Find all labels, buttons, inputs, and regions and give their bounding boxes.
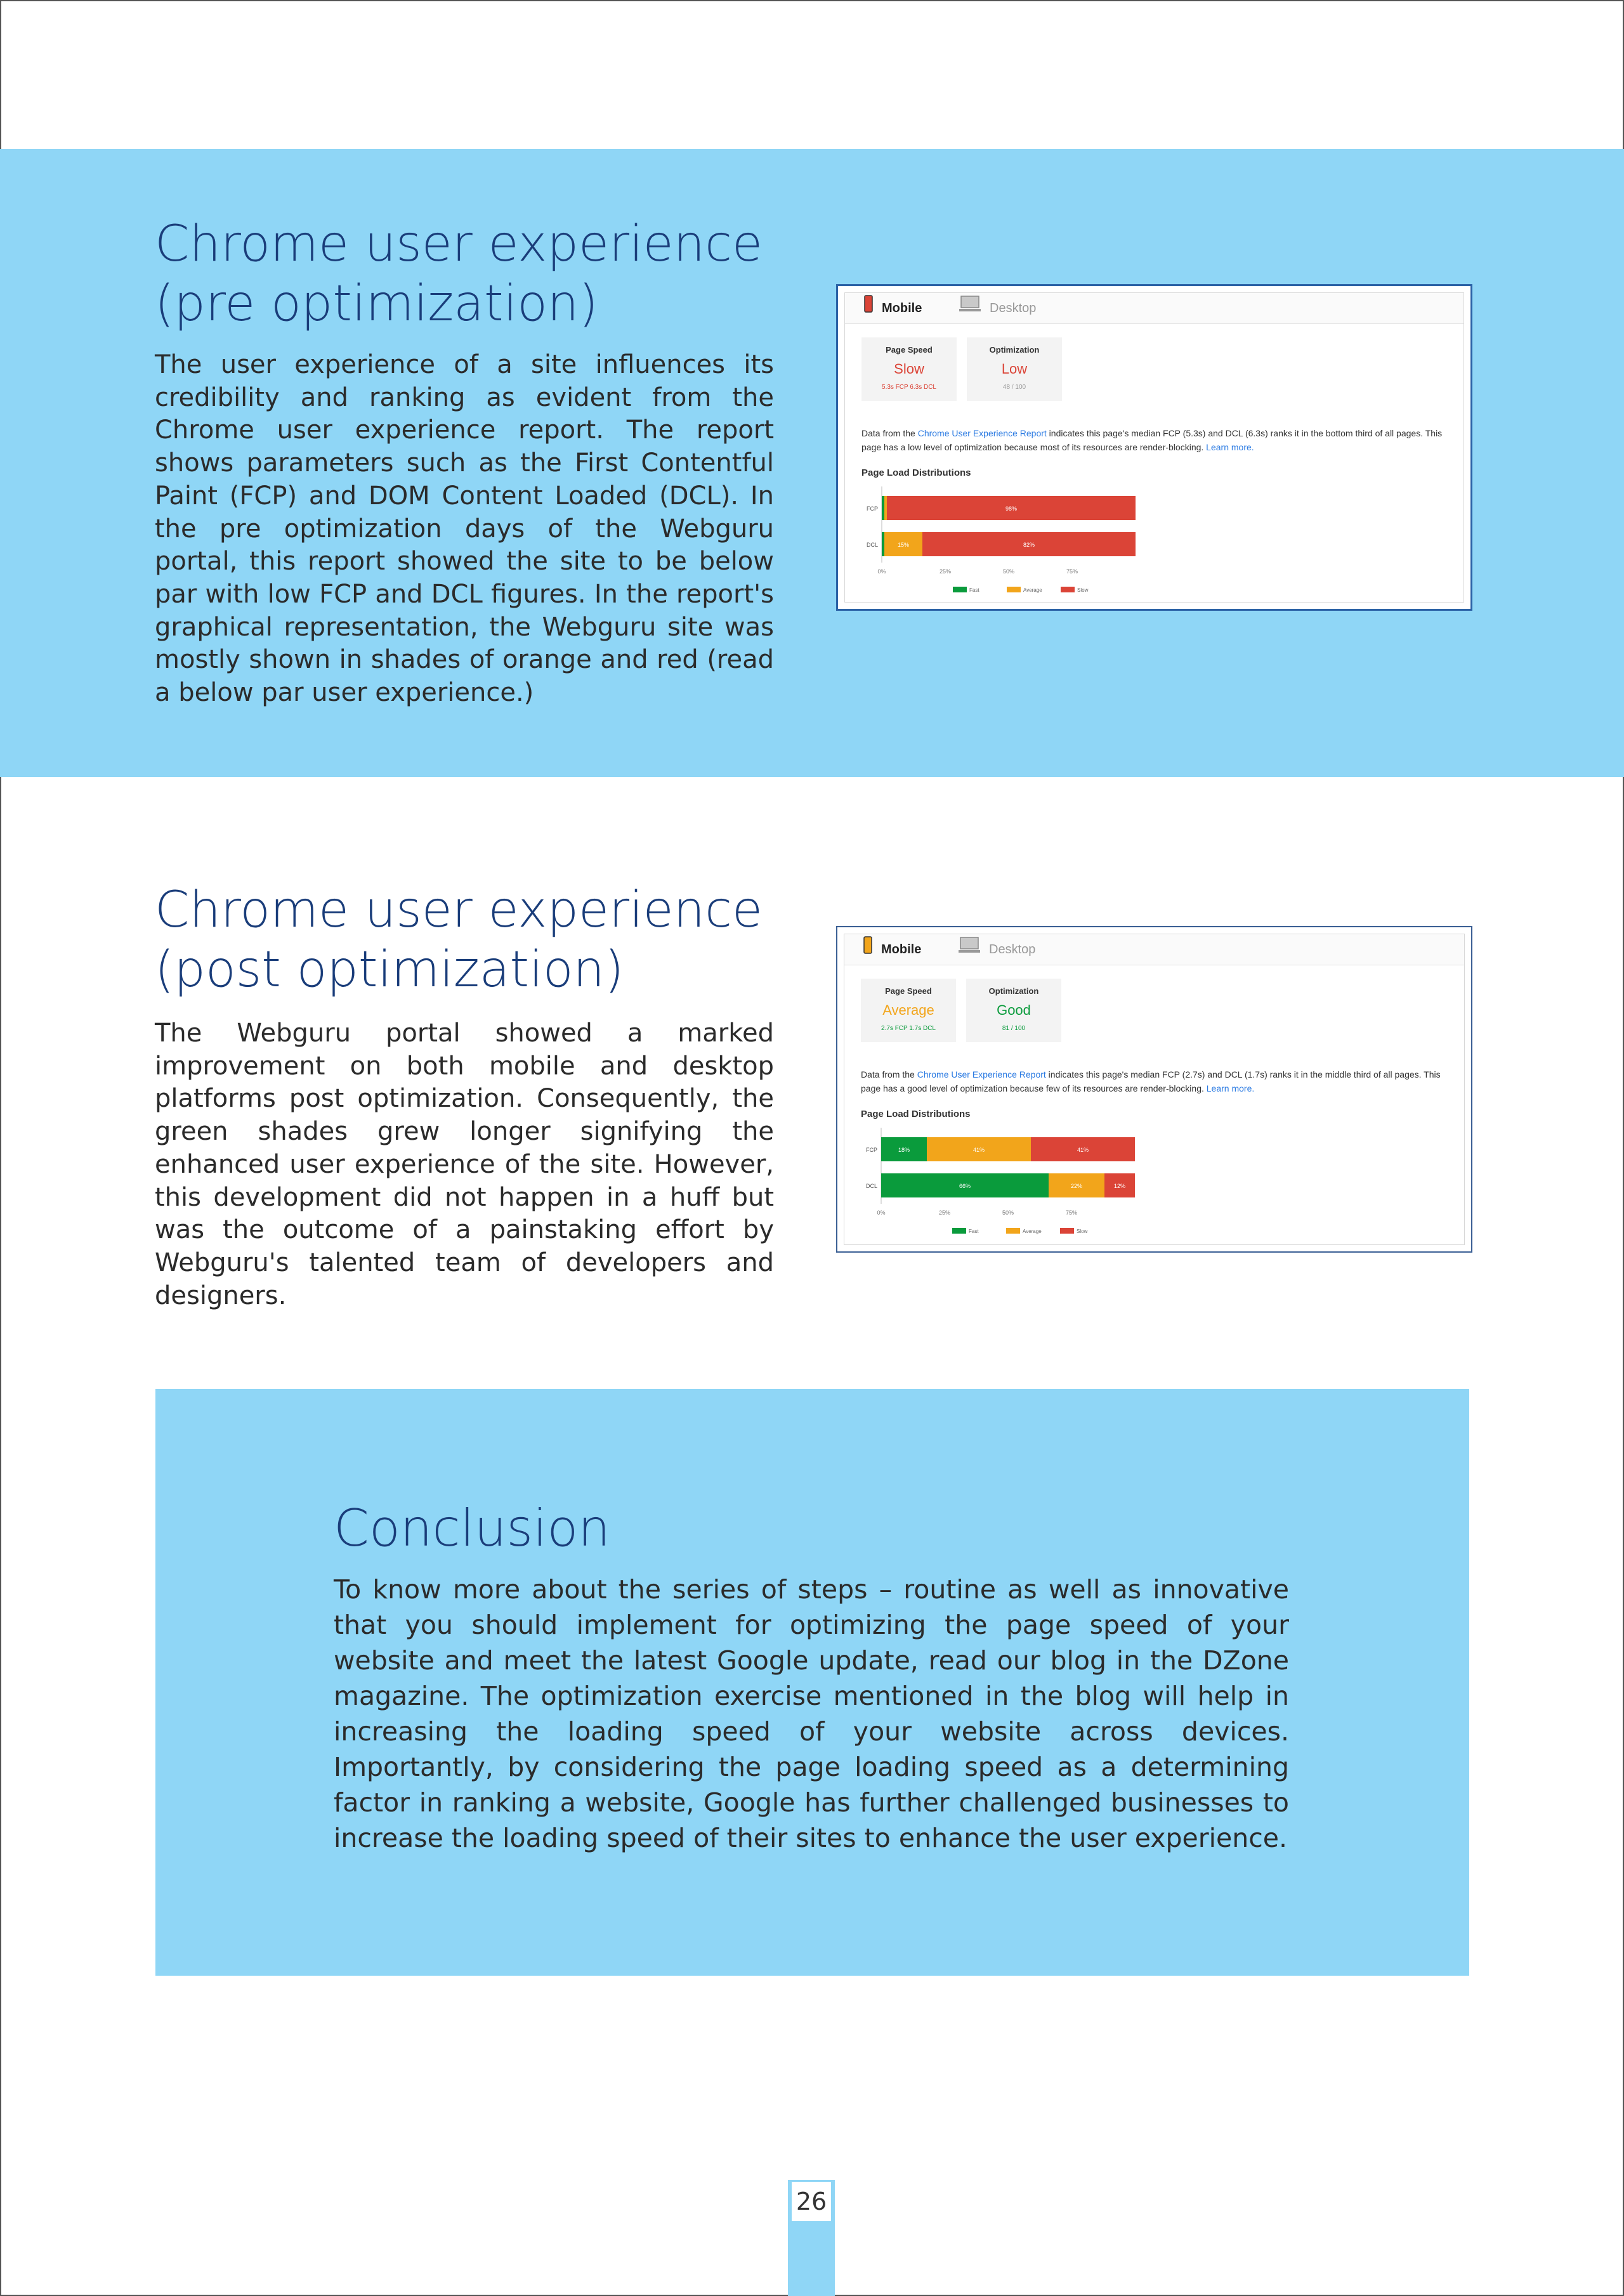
x-tick-label: 75%	[1066, 568, 1078, 575]
legend-swatch	[1006, 1228, 1020, 1234]
category-label: FCP	[867, 506, 878, 512]
conclusion-body: To know more about the series of steps – routine as well as innovative that you should implement for optimizing the page speed of your website and meet the latest Google update, read our blog in the DZone magazine. The optimization exercise mentioned in the blog will help in increasing the loading speed of your website across devices. Importantly, by considering the page loading speed as a determining factor in ranking a website, Google has further challenged businesses to increase the loading speed of their sites to enhance the user experience.	[334, 1574, 1289, 1853]
x-tick-label: 50%	[1002, 568, 1015, 575]
data-label: 18%	[898, 1147, 910, 1153]
tab-mobile: Mobile	[864, 293, 922, 323]
legend-label: Average	[1023, 587, 1042, 593]
legend-swatch	[953, 587, 967, 592]
report-panel	[844, 292, 1464, 603]
pre-optimization-screenshot	[836, 284, 1472, 611]
tab-desktop: Desktop	[959, 934, 1035, 965]
tab-mobile: Mobile	[863, 934, 921, 965]
data-label: 22%	[1070, 1183, 1083, 1189]
category-label: DCL	[865, 1183, 877, 1189]
optimization-label: Optimization	[989, 345, 1040, 355]
legend-swatch	[1061, 587, 1075, 592]
legend-label: Slow	[1077, 587, 1089, 593]
x-tick-label: 0%	[877, 1210, 886, 1216]
x-tick-label: 25%	[939, 568, 952, 575]
data-label: 82%	[1023, 542, 1035, 548]
optimization-value: Low	[1001, 361, 1028, 377]
legend-label: Fast	[969, 1229, 979, 1234]
legend-swatch	[952, 1228, 966, 1234]
legend-swatch	[1007, 587, 1021, 592]
pre-optimization-title: Chrome user experience (pre optimization)	[155, 216, 763, 332]
post-optimization-body: The Webguru portal showed a marked improvement on both mobile and desktop platforms post optimization. Consequently, the green shades grew longer signifying the enhanced user experience of the site. However, this development did not happen in a huff but was the outcome of a painstaking effort by Webguru's talented team of developers and designers.	[155, 1019, 774, 1310]
pre-optimization-body: The user experience of a site influences its credibility and ranking as evident from the Chrome user experience report. The report shows parameters such as the First Contentful Paint (FCP) and DOM Content Loaded (DCL). In the pre optimization days of the Webguru portal, this report showed the site to be below par with low FCP and DCL figures. In the report's graphical representation, the Webguru site was mostly shown in shades of orange and red (read a below par user experience.)	[155, 350, 774, 708]
page-speed-value: Average	[882, 1002, 934, 1018]
x-tick-label: 25%	[938, 1210, 951, 1216]
data-label: 41%	[1077, 1147, 1089, 1153]
post-distribution-chart	[844, 934, 1466, 1245]
data-label: 41%	[972, 1147, 985, 1153]
tab-desktop: Desktop	[959, 293, 1036, 323]
report-description: Data from the Chrome User Experience Report indicates this page's median FCP (2.7s) and DCL (1.7s) ranks it in the middle third of all pages. This page has a good level of optimization because few of its resources are render-blocking. Learn more.	[861, 1069, 1441, 1093]
learn-more-link[interactable]: Learn more.	[1206, 1083, 1255, 1093]
report-description: Data from the Chrome User Experience Report indicates this page's median FCP (5.3s) and DCL (6.3s) ranks it in the bottom third of all pages. This page has a low level of optimization because most of its resources are render-blocking. Learn more.	[861, 428, 1443, 452]
post-optimization-screenshot	[836, 926, 1472, 1253]
page-load-distributions-title: Page Load Distributions	[861, 1109, 971, 1119]
optimization-sub: 81 / 100	[1002, 1025, 1026, 1032]
bar-fast	[882, 496, 884, 520]
report-link[interactable]: Chrome User Experience Report	[917, 428, 1047, 438]
data-label: 12%	[1113, 1183, 1126, 1189]
page-speed-label: Page Speed	[885, 986, 932, 996]
report-panel	[844, 934, 1465, 1245]
legend-swatch	[1060, 1228, 1074, 1234]
optimization-value: Good	[997, 1002, 1031, 1018]
optimization-label: Optimization	[988, 986, 1039, 996]
page-speed-sub: 5.3s FCP 6.3s DCL	[882, 384, 936, 391]
category-label: DCL	[866, 542, 878, 548]
x-tick-label: 50%	[1002, 1210, 1014, 1216]
legend-label: Average	[1023, 1229, 1042, 1234]
learn-more-link[interactable]: Learn more.	[1206, 442, 1254, 452]
x-tick-label: 75%	[1065, 1210, 1078, 1216]
page-load-distributions-title: Page Load Distributions	[861, 467, 971, 478]
legend-label: Slow	[1077, 1229, 1088, 1234]
optimization-sub: 48 / 100	[1002, 384, 1026, 391]
post-optimization-title: Chrome user experience (post optimization)	[155, 882, 763, 998]
data-label: 98%	[1005, 506, 1018, 512]
report-link[interactable]: Chrome User Experience Report	[917, 1069, 1046, 1080]
conclusion-title: Conclusion	[334, 1499, 610, 1558]
data-label: 66%	[959, 1183, 971, 1189]
bar-average	[884, 496, 887, 520]
pre-distribution-chart	[845, 293, 1467, 604]
page-number: 26	[792, 2182, 831, 2221]
legend-label: Fast	[969, 587, 979, 593]
data-label: 15%	[897, 542, 910, 548]
page-speed-value: Slow	[894, 361, 924, 377]
page-speed-label: Page Speed	[886, 345, 933, 355]
category-label: FCP	[866, 1147, 877, 1153]
x-tick-label: 0%	[877, 568, 886, 575]
page-speed-sub: 2.7s FCP 1.7s DCL	[881, 1025, 936, 1032]
bar-fast	[882, 532, 884, 556]
